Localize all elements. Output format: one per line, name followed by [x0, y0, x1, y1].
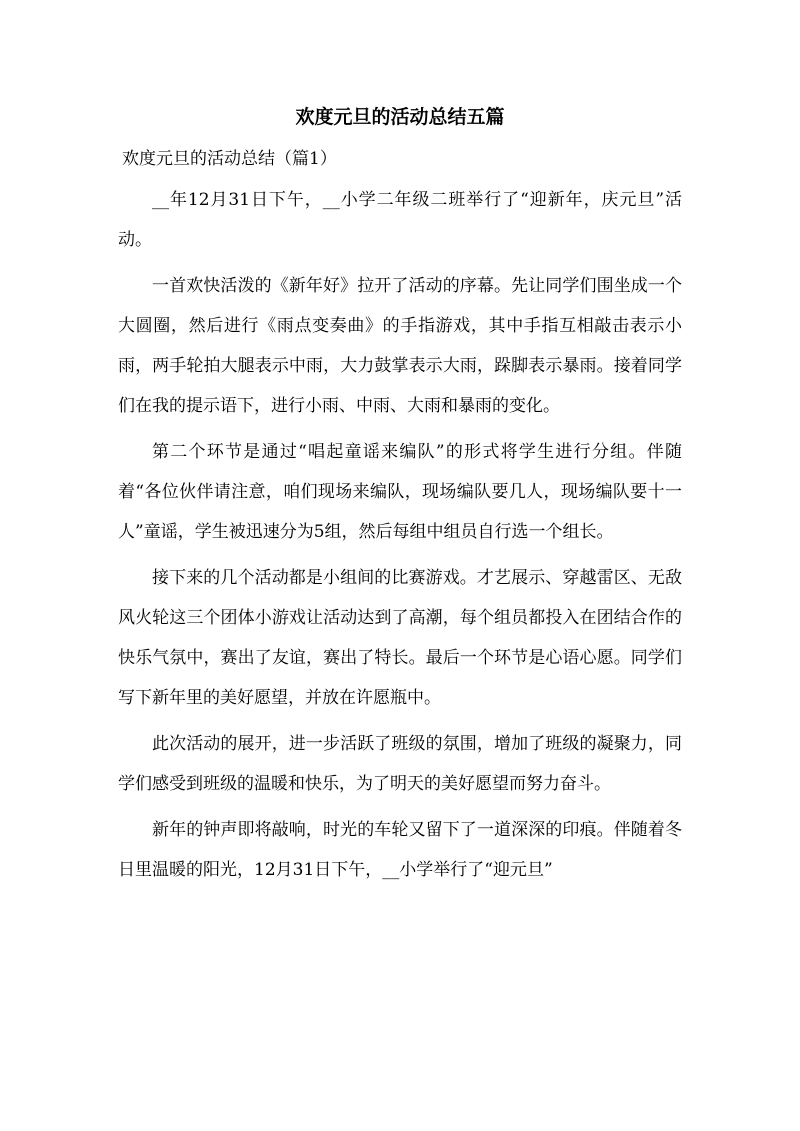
paragraph-6: 新年的钟声即将敲响，时光的车轮又留下了一道深深的印痕。伴随着冬日里温暖的阳光，12月31日下午，__小学举行了“迎元旦” — [118, 820, 682, 880]
paragraph-2: 一首欢快活泼的《新年好》拉开了活动的序幕。先让同学们围坐成一个大圆圈，然后进行《雨点变奏曲》的手指游戏，其中手指互相敲击表示小雨，两手轮拍大腿表示中雨，大力鼓掌表示大雨，跺脚表示暴雨。接着同学们在我的提示语下，进行小雨、中雨、大雨和暴雨的变化。 — [118, 276, 682, 416]
paragraph-5: 此次活动的展开，进一步活跃了班级的氛围，增加了班级的凝聚力，同学们感受到班级的温暖和快乐，为了明天的美好愿望而努力奋斗。 — [118, 734, 682, 794]
paragraph-4: 接下来的几个活动都是小组间的比赛游戏。才艺展示、穿越雷区、无敌风火轮这三个团体小游戏让活动达到了高潮，每个组员都投入在团结合作的快乐气氛中，赛出了友谊，赛出了特长。最后一个环节是心语心愿。同学们写下新年里的美好愿望，并放在许愿瓶中。 — [118, 568, 682, 708]
section-heading: 欢度元旦的活动总结（篇1） — [122, 149, 337, 169]
document-title: 欢度元旦的活动总结五篇 — [295, 106, 505, 128]
paragraph-3: 第二个环节是通过“唱起童谣来编队”的形式将学生进行分组。伴随着“各位伙伴请注意，咱们现场来编队，现场编队要几人，现场编队要十一人”童谣，学生被迅速分为5组，然后每组中组员自行选一个组长。 — [118, 442, 682, 542]
paragraph-1: __年12月31日下午，__小学二年级二班举行了“迎新年，庆元旦”活动。 — [118, 190, 682, 250]
